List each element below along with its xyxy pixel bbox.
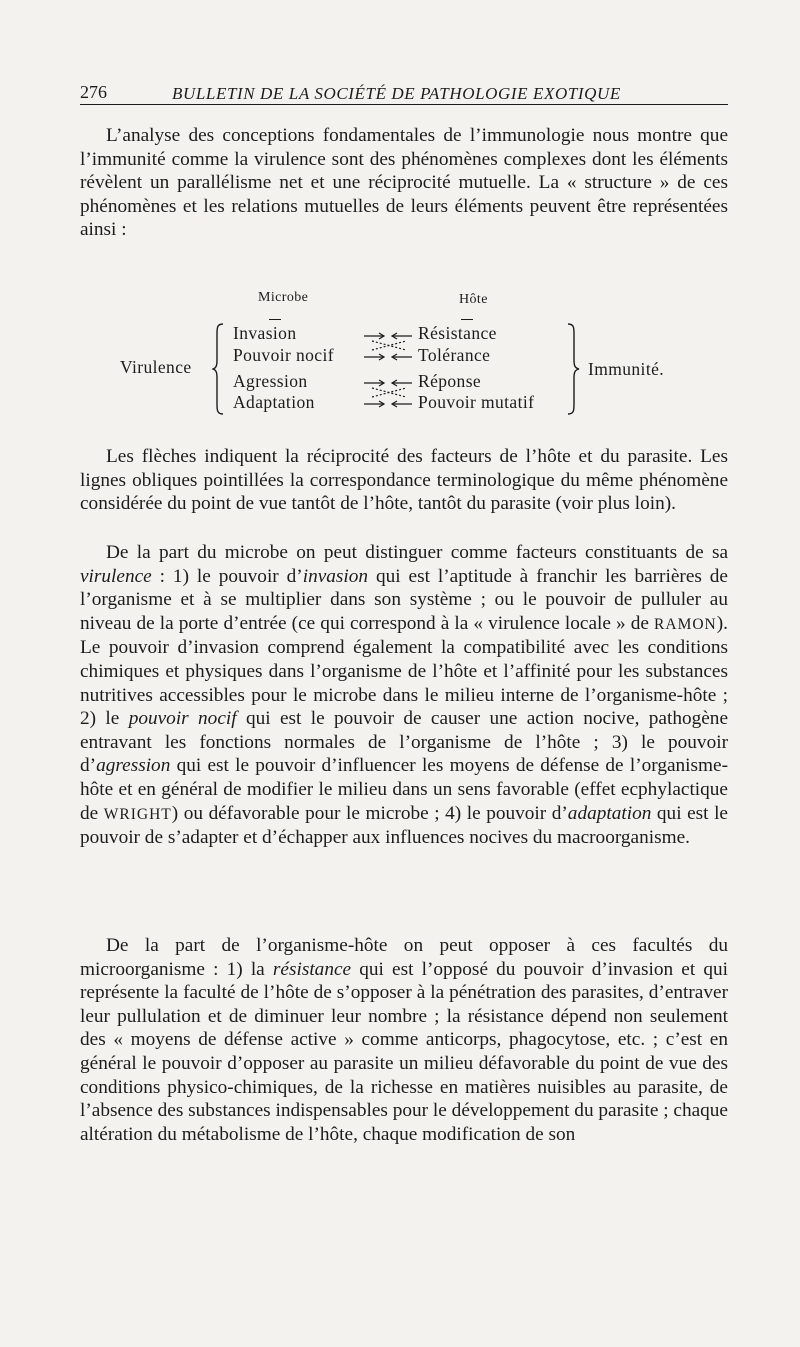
host-item-pouvoir-mutatif: Pouvoir mutatif xyxy=(418,392,535,412)
term-virulence: virulence xyxy=(80,565,152,587)
left-brace xyxy=(212,322,226,416)
author-ramon: RAMON xyxy=(654,615,717,633)
microbe-heading-dash xyxy=(269,319,281,320)
author-wright: WRIGHT xyxy=(103,805,172,823)
microbe-heading: Microbe xyxy=(258,290,309,305)
page-number: 276 xyxy=(80,82,107,102)
microbe-item-agression: Agression xyxy=(233,371,308,391)
term-pouvoir-nocif: pouvoir nocif xyxy=(128,708,237,730)
host-heading-dash xyxy=(461,319,473,320)
microbe-item-adaptation: Adaptation xyxy=(233,392,315,412)
microbe-item-invasion: Invasion xyxy=(233,323,297,343)
term-invasion: invasion xyxy=(302,565,369,587)
paragraph-arrows-explanation: Les flèches indiquent la réciprocité des facteurs de l’hôte et du parasite. Les lignes obliques pointillées la correspondance terminologique du même phénomène considérée du point de vue tantôt de l’hôte, tantôt du parasite (voir plus loin). xyxy=(80,446,728,515)
right-brace xyxy=(565,322,581,416)
virulence-label: Virulence xyxy=(120,357,192,377)
host-item-reponse: Réponse xyxy=(418,371,482,391)
journal-title: BULLETIN DE LA SOCIÉTÉ DE PATHOLOGIE EXOTIQUE xyxy=(172,84,621,103)
paragraph-microbe-factors: De la part du microbe on peut distinguer comme facteurs constituants de sa virulence : 1) le pouvoir d’invasion qui est l’aptitude à franchir les barrières de l’organisme et à se multiplier dans son système ; ou le pouvoir de pulluler au niveau de la porte d’entrée (ce qui correspond à la « virulence locale » de RAMON). Le pouvoir d’invasion comprend également la compatibilité avec les conditions chimiques et physiques dans l’organisme de l’hôte et l’affinité pour les substances nutritives accessibles pour le microbe dans le milieu interne de l’organisme-hôte ; 2) le pouvoir nocif qui est le pouvoir de causer une action nocive, pathogène entravant les fonctions normales de l’organisme de l’hôte ; 3) le pouvoir d’agression qui est le pouvoir d’influencer les moyens de défense de l’organisme-hôte et en général de modifier le milieu dans un sens favorable (effet ecphylactique de WRIGHT) ou défavorable pour le microbe ; 4) le pouvoir d’adaptation qui est le pouvoir de s’adapter et d’échapper aux influences nocives du macroorganisme. xyxy=(80,542,728,849)
host-item-resistance: Résistance xyxy=(418,323,497,343)
term-resistance: résistance xyxy=(272,958,352,980)
host-heading: Hôte xyxy=(459,292,488,307)
term-agression: agression xyxy=(96,755,171,777)
reciprocity-arrows xyxy=(362,328,416,418)
virulence-immunity-diagram xyxy=(0,0,800,440)
host-item-tolerance: Tolérance xyxy=(418,345,491,365)
microbe-item-pouvoir-nocif: Pouvoir nocif xyxy=(233,345,334,365)
paragraph-intro: L’analyse des conceptions fondamentales de l’immunologie nous montre que l’immunité comme la virulence sont des phénomènes complexes dont les éléments révèlent un parallélisme net et une réciprocité mutuelle. La « structure » de ces phénomènes et les relations mutuelles de leurs éléments peuvent être représentées ainsi : xyxy=(80,125,728,241)
immunity-label: Immunité. xyxy=(588,359,665,379)
paragraph-host-factors: De la part de l’organisme-hôte on peut opposer à ces facultés du microorganisme : 1) la résistance qui est l’opposé du pouvoir d’invasion et qui représente la faculté de l’hôte de s’opposer à la pénétration des parasites, d’entraver leur pullulation et de diminuer leur nombre ; la résistance dépend non seulement des « moyens de défense active » comme anticorps, phagocytose, etc. ; c’est en général le pouvoir d’opposer au parasite un milieu défavorable du point de vue des conditions physico-chimiques, de la richesse en matières nuisibles au parasite, de l’absence des substances indispensables pour le développement du parasite ; chaque altération du métabolisme de l’hôte, chaque modification de son xyxy=(80,935,728,1145)
term-adaptation: adaptation xyxy=(567,802,652,824)
